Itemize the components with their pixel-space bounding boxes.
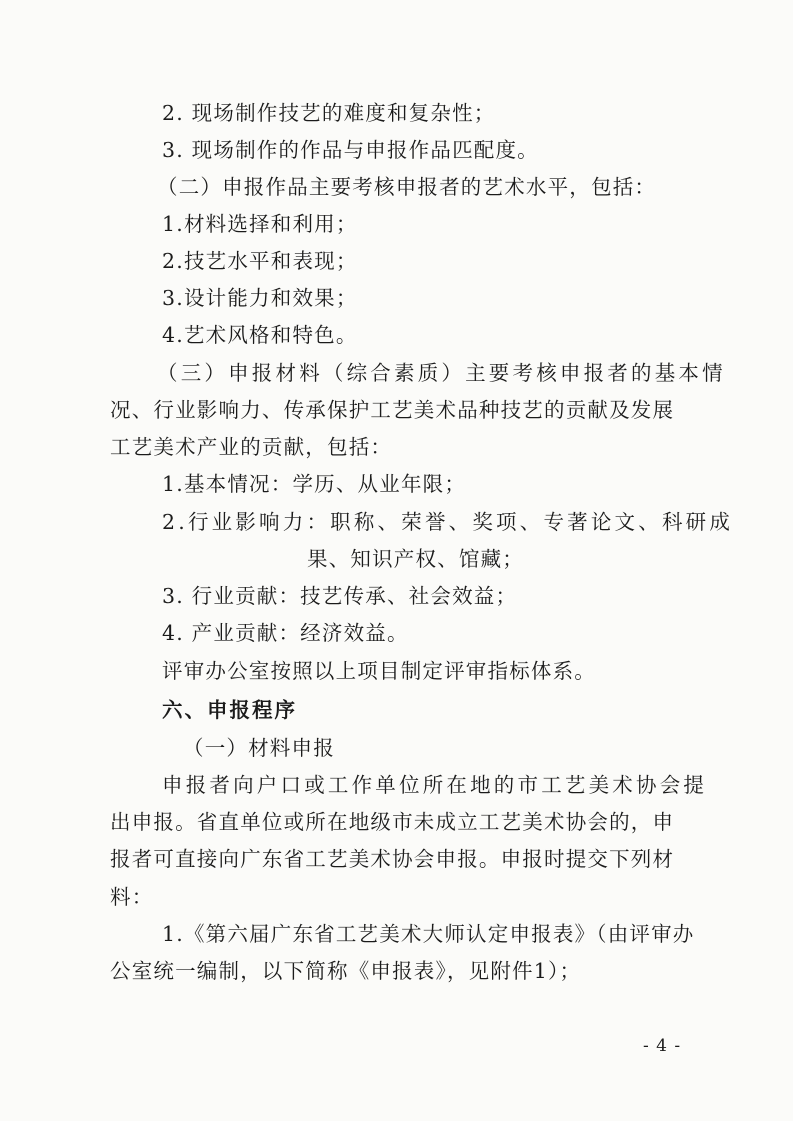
sub-heading-materials: （一）材料申报 [183,736,335,760]
text-line-6: 3.设计能力和效果； [162,286,358,310]
text-line-23: 1.《第六届广东省工艺美术大师认定申报表》（由评审办 [162,922,695,946]
text-line-10: 工艺美术产业的贡献，包括： [110,435,393,459]
text-line-19: 申报者向户口或工作单位所在地的市工艺美术协会提 [162,773,708,797]
text-line-15: 4. 产业贡献：经济效益。 [162,621,409,645]
chapter-heading: 六、申报程序 [162,698,297,722]
text-line-13: 果、知识产权、馆藏； [307,547,524,571]
text-line-14: 3. 行业贡献：技艺传承、社会效益； [162,584,518,608]
text-line-12: 2.行业影响力：职称、荣誉、奖项、专著论文、科研成 [162,510,734,534]
text-line-22: 料： [110,885,154,909]
text-line-20: 出申报。省直单位或所在地级市未成立工艺美术协会的，申 [110,810,675,834]
text-line-16: 评审办公室按照以上项目制定评审指标体系。 [162,659,596,683]
section-heading-3: （三）申报材料（综合素质）主要考核申报者的基本情 [157,361,726,385]
text-line-24: 公室统一编制，以下简称《申报表》，见附件1）； [110,959,582,983]
text-line-11: 1.基本情况：学历、从业年限； [162,472,467,496]
text-line-21: 报者可直接向广东省工艺美术协会申报。申报时提交下列材 [110,847,675,871]
text-line-1: 2. 现场制作技艺的难度和复杂性； [162,101,496,125]
text-line-9: 况、行业影响力、传承保护工艺美术品种技艺的贡献及发展 [110,398,675,422]
text-line-2: 3. 现场制作的作品与申报作品匹配度。 [162,138,539,162]
page-number: - 4 - [643,1036,682,1056]
text-line-4: 1.材料选择和利用； [162,212,358,236]
text-line-5: 2.技艺水平和表现； [162,249,358,273]
section-heading-2: （二）申报作品主要考核申报者的艺术水平，包括： [157,175,657,199]
text-line-7: 4.艺术风格和特色。 [162,323,358,347]
